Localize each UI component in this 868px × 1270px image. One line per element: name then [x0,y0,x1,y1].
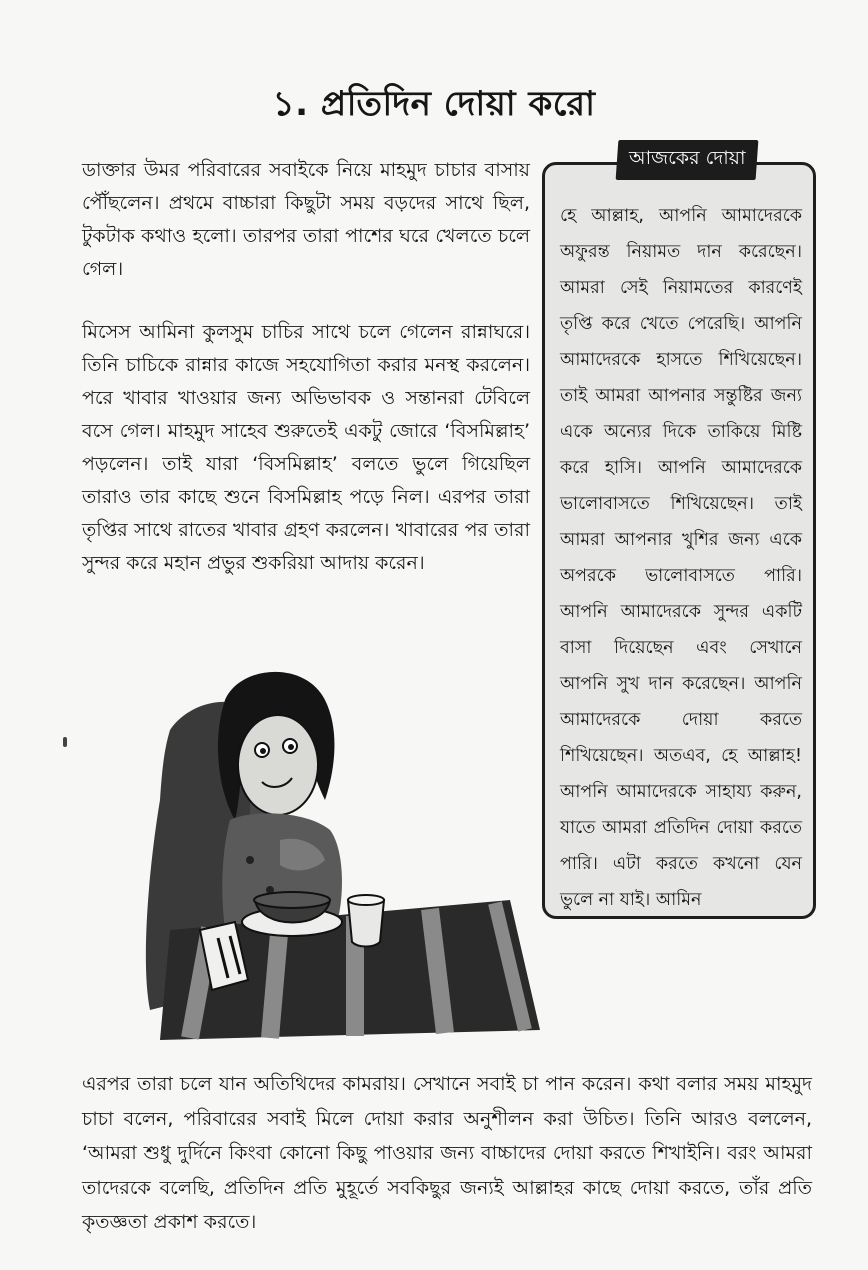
todays-dua-text: হে আল্লাহ, আপনি আমাদেরকে অফুরন্ত নিয়ামত দান করেছেন। আমরা সেই নিয়ামতের কারণেই তৃপ্তি করে খেতে পেরেছি। আপনি আমাদেরকে হাসতে শিখিয়েছেন। তাই আমরা আপনার সন্তুষ্টির জন্য একে অন্যের দিকে তাকিয়ে মিষ্টি করে হাসি। আপনি আমাদেরকে ভালোবাসতে শিখিয়েছেন। তাই আমরা আপনার খুশির জন্য একে অপরকে ভালোবাসতে পারি। আপনি আমাদেরকে সুন্দর একটি বাসা দিয়েছেন এবং সেখানে আপনি সুখ দান করেছেন। আপনি আমাদেরকে দোয়া করতে শিখিয়েছেন। অতএব, হে আল্লাহ! আপনি আমাদেরকে সাহায্য করুন, যাতে আমরা প্রতিদিন দোয়া করতে পারি। এটা করতে কখনো যেন ভুলে না যাই। আমিন [560,206,802,910]
todays-dua-heading: আজকের দোয়া [628,147,746,169]
glass [348,900,384,947]
paragraph-tea-discussion: এরপর তারা চলে যান অতিথিদের কামরায়। সেখানে সবাই চা পান করেন। কথা বলার সময় মাহমুদ চাচা বলেন, পরিবারের সবাই মিলে দোয়া করার অনুশীলন করা উচিত। তিনি আরও বললেন, ‘আমরা শুধু দুর্দিনে কিংবা কোনো কিছু পাওয়ার জন্য বাচ্চাদের দোয়া করতে শিখাইনি। বরং আমরা তাদেরকে বলেছি, প্রতিদিন প্রতি মুহূর্তে সবকিছুর জন্যই আল্লাহর কাছে দোয়া করতে, তাঁর প্রতি কৃতজ্ঞতা প্রকাশ করতে। [82,1073,812,1233]
margin-mark [63,737,67,747]
paragraph-arrival: ডাক্তার উমর পরিবারের সবাইকে নিয়ে মাহমুদ চাচার বাসায় পৌঁছলেন। প্রথমে বাচ্চারা কিছুটা সময় বড়দের সাথে ছিল, টুকটাক কথাও হলো। তারপর তারা পাশের ঘরে খেলতে চলে গেল। [82,159,530,280]
chapter-title: ১. প্রতিদিন দোয়া করো [272,84,596,124]
girl-face [238,715,318,815]
paragraph-dinner: মিসেস আমিনা কুলসুম চাচির সাথে চলে গেলেন রান্নাঘরে। তিনি চাচিকে রান্নার কাজে সহযোগিতা করার মনস্থ করলেন। পরে খাবার খাওয়ার জন্য অভিভাবক ও সন্তানরা টেবিলে বসে গেল। মাহমুদ সাহেব শুরুতেই একটু জোরে ‘বিসমিল্লাহ’ পড়লেন। তাই যারা ‘বিসমিল্লাহ’ বলতে ভুলে গিয়েছিল তারাও তার কাছে শুনে বিসমিল্লাহ পড়ে নিল। এরপর তারা তৃপ্তির সাথে রাতের খাবার গ্রহণ করলেন। খাবারের পর তারা সুন্দর করে মহান প্রভুর শুকরিয়া আদায় করেন। [82,321,530,574]
girl-eating-illustration [130,660,550,1040]
todays-dua-heading-tab [616,140,759,180]
